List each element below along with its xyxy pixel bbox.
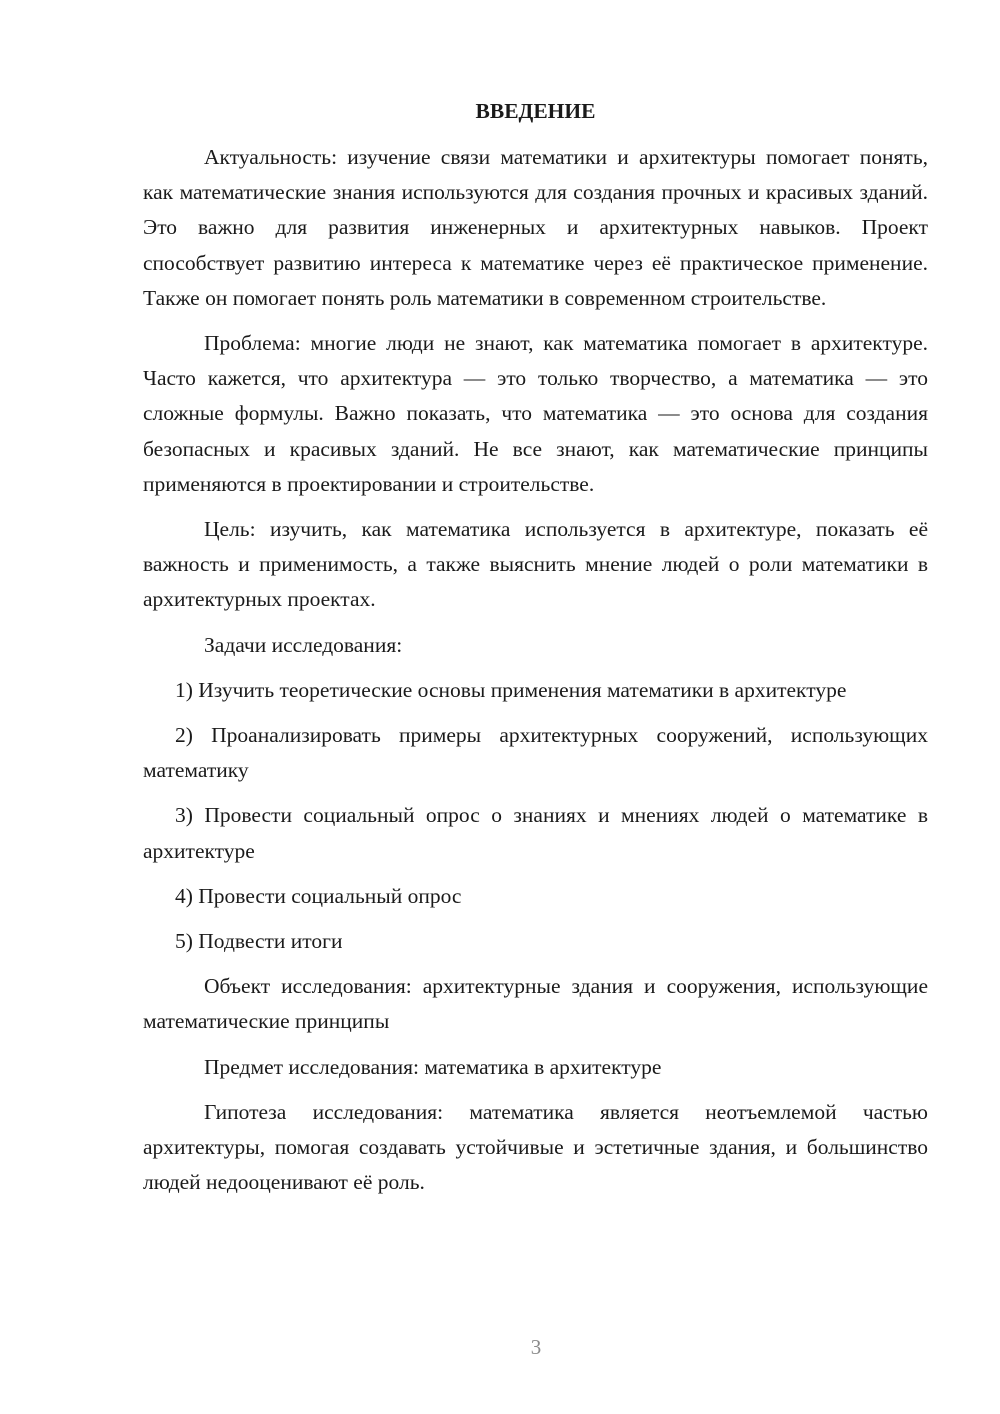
task-item-2: 2) Проанализировать примеры архитектурных сооружений, использующих математику xyxy=(143,723,928,783)
task-item-1: 1) Изучить теоретические основы применения математики в архитектуре xyxy=(175,677,847,702)
relevance-paragraph: Актуальность: изучение связи математики и архитектуры помогает понять, как математические знания используются для создания прочных и красивых зданий. Это важно для развития инженерных и архитектурных навыков. Проект способствует развитию интереса к математике через её практическое применение. Также он помогает понять роль математики в современном строительстве. xyxy=(143,145,928,310)
hypothesis-paragraph: Гипотеза исследования: математика является неотъемлемой частью архитектуры, помогая создавать устойчивые и эстетичные здания, и большинство людей недооценивают её роль. xyxy=(143,1099,928,1195)
goal-paragraph: Цель: изучить, как математика используется в архитектуре, показать её важность и применимость, а также выяснить мнение людей о роли математики в архитектурных проектах. xyxy=(143,517,928,612)
tasks-heading: Задачи исследования: xyxy=(204,632,403,657)
section-title: ВВЕДЕНИЕ xyxy=(475,99,596,123)
research-subject-paragraph: Предмет исследования: математика в архитектуре xyxy=(204,1054,662,1079)
task-item-4: 4) Провести социальный опрос xyxy=(175,883,462,908)
page-number: 3 xyxy=(530,1335,542,1359)
task-item-3: 3) Провести социальный опрос о знаниях и мнениях людей о математике в архитектуре xyxy=(143,803,928,863)
task-item-5: 5) Подвести итоги xyxy=(175,929,343,954)
page-content xyxy=(143,97,928,1200)
research-object-paragraph: Объект исследования: архитектурные здания и сооружения, использующие математические принципы xyxy=(143,974,928,1034)
problem-paragraph: Проблема: многие люди не знают, как математика помогает в архитектуре. Часто кажется, что архитектура — это только творчество, а математика — это сложные формулы. Важно показать, что математика — это основа для создания безопасных и красивых зданий. Не все знают, как математические принципы применяются в проектировании и строительстве. xyxy=(143,331,928,496)
